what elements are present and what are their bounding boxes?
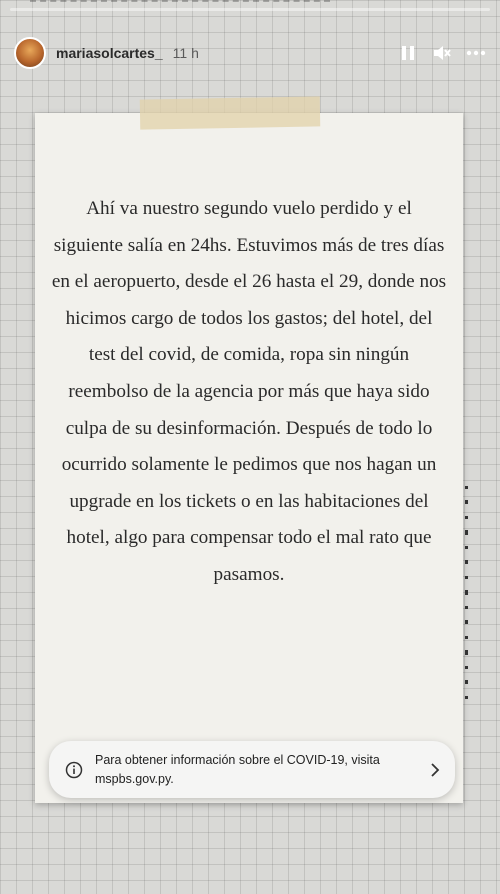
info-icon <box>65 761 83 779</box>
covid-info-banner[interactable] <box>49 741 455 798</box>
covid-banner-text: Para obtener información sobre el COVID-19, visita mspbs.gov.py. <box>95 752 380 786</box>
paper-note <box>35 113 463 803</box>
more-icon <box>466 50 486 56</box>
post-time: 11 h <box>172 45 199 61</box>
mute-icon <box>432 44 452 62</box>
tape-strip <box>140 96 320 129</box>
avatar[interactable] <box>14 37 46 69</box>
background-scribble <box>30 0 330 8</box>
chevron-right-icon <box>427 762 443 778</box>
story-controls <box>398 43 486 63</box>
more-options-button[interactable] <box>466 43 486 63</box>
decorative-stitch <box>463 486 471 712</box>
pause-button[interactable] <box>398 43 418 63</box>
story-header <box>14 36 486 70</box>
note-text: Ahí va nuestro segundo vuelo perdido y el siguiente salía en 24hs. Estuvimos más de tres días en el aeropuerto, desde el 26 hasta el 29, donde nos hicimos cargo de todos los gastos; del hotel, del test del covid, de comida, ropa sin ningún reembolso de la agencia por más que haya sido culpa de su desinformación. Después de todo lo ocurrido solamente le pedimos que nos hagan un upgrade en los tickets o en las habitaciones del hotel, algo para compensar todo el mal rato que pasamos. <box>51 198 447 585</box>
pause-icon <box>401 45 415 61</box>
story-progress-bar <box>10 8 490 11</box>
mute-button[interactable] <box>432 43 452 63</box>
username[interactable]: mariasolcartes_ <box>56 45 163 61</box>
